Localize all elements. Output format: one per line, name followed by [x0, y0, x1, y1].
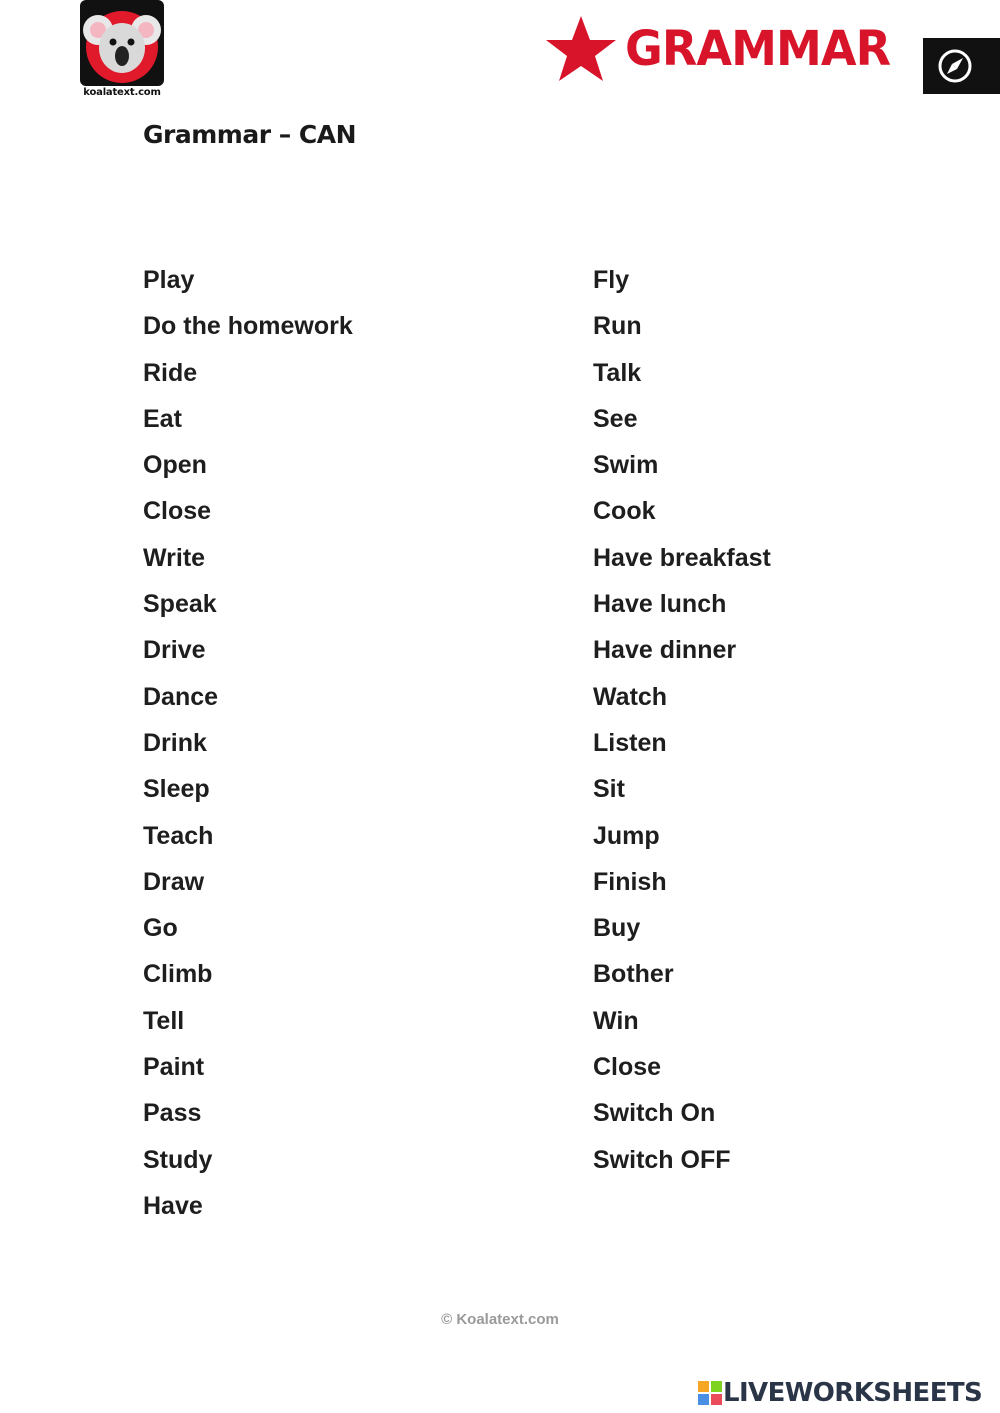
- liveworksheets-text: LIVEWORKSHEETS: [723, 1378, 983, 1408]
- word-item: Drive: [143, 636, 206, 665]
- word-item: Drink: [143, 728, 207, 757]
- word-item: See: [593, 404, 638, 433]
- grammar-banner: [545, 14, 1000, 84]
- word-item: Go: [143, 914, 178, 943]
- word-item: Listen: [593, 728, 667, 757]
- word-item: Fly: [593, 266, 630, 294]
- word-item: Sleep: [143, 775, 210, 804]
- word-item: Draw: [143, 867, 205, 896]
- word-list-right: [593, 262, 771, 1188]
- word-item: Close: [593, 1053, 662, 1082]
- compass-badge: [923, 38, 1000, 94]
- word-item: Jump: [593, 821, 660, 850]
- word-item: Pass: [143, 1099, 202, 1128]
- word-item: Paint: [143, 1053, 205, 1082]
- word-item: Dance: [143, 682, 219, 711]
- word-item: Have: [143, 1191, 203, 1220]
- word-item: Win: [593, 1006, 639, 1035]
- word-item: Eat: [143, 404, 182, 433]
- word-item: Swim: [593, 451, 659, 480]
- liveworksheets-logo-icon: [697, 1380, 723, 1406]
- word-item: Cook: [593, 497, 656, 526]
- word-item: Switch OFF: [593, 1145, 731, 1174]
- word-item: Ride: [143, 358, 198, 387]
- star-icon: [545, 14, 617, 84]
- word-item: Do the homework: [143, 312, 353, 341]
- word-item: Open: [143, 451, 207, 480]
- compass-icon: [935, 46, 975, 86]
- word-item: Run: [593, 312, 642, 341]
- word-item: Switch On: [593, 1099, 716, 1128]
- logo-caption: koalatext.com: [83, 87, 161, 98]
- koalatext-logo: [80, 0, 164, 104]
- word-item: Have lunch: [593, 590, 727, 619]
- word-item: Bother: [593, 960, 674, 989]
- word-item: Sit: [593, 775, 625, 804]
- word-item: Close: [143, 497, 212, 526]
- word-item: Watch: [593, 682, 668, 711]
- word-item: Speak: [143, 590, 217, 619]
- word-item: Study: [143, 1145, 213, 1174]
- page-title: Grammar – CAN: [143, 120, 357, 149]
- word-item: Talk: [593, 358, 642, 387]
- word-item: Teach: [143, 821, 214, 850]
- banner-title: GRAMMAR: [625, 21, 891, 77]
- copyright-notice: © Koalatext.com: [441, 1311, 559, 1328]
- word-item: Play: [143, 266, 195, 294]
- word-item: Finish: [593, 867, 667, 896]
- koala-icon: [80, 0, 164, 86]
- word-item: Have breakfast: [593, 543, 771, 572]
- word-item: Buy: [593, 914, 641, 943]
- word-item: Have dinner: [593, 636, 737, 665]
- word-list-left: [143, 262, 353, 1234]
- word-item: Write: [143, 543, 206, 572]
- word-item: Tell: [143, 1006, 185, 1035]
- word-item: Climb: [143, 960, 213, 989]
